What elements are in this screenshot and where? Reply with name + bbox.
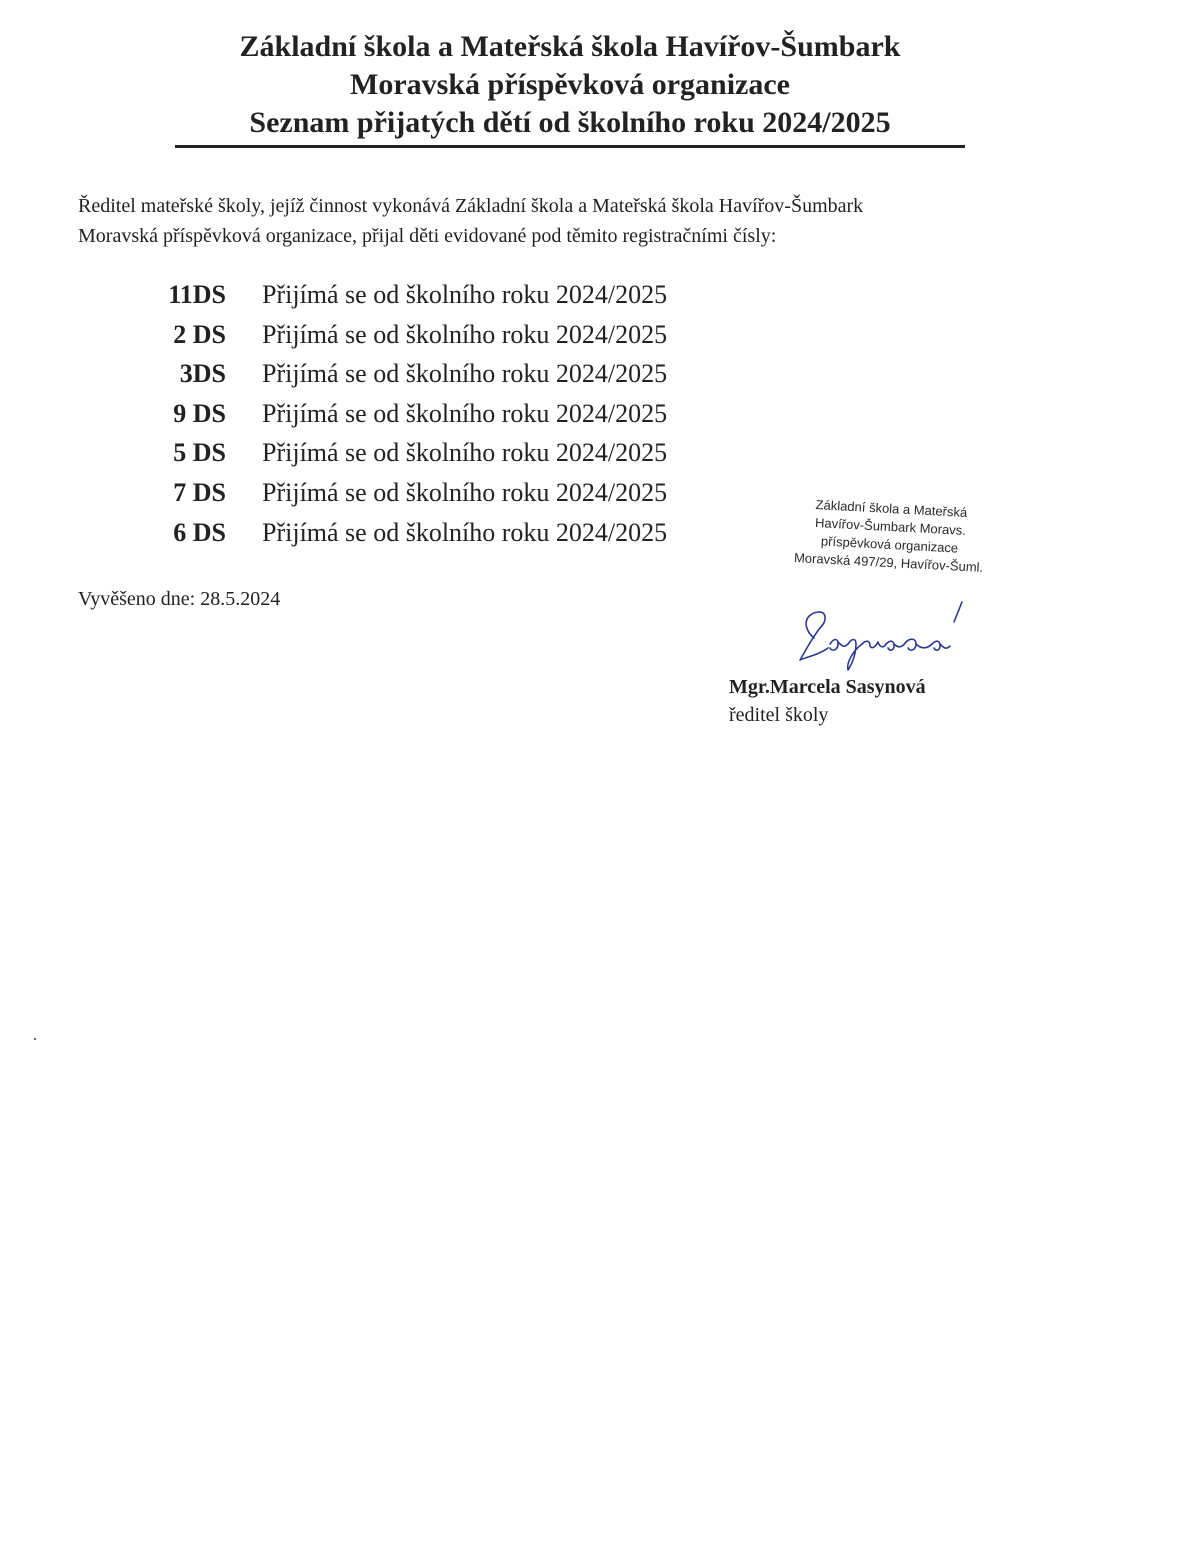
registration-code: 6 DS	[173, 517, 226, 547]
signer-role: ředitel školy	[729, 704, 829, 726]
admission-status: Přijímá se od školního roku 2024/2025	[262, 477, 668, 507]
admission-row	[110, 280, 667, 320]
posted-date: Vyvěšeno dne: 28.5.2024	[78, 588, 281, 610]
handwritten-signature	[790, 598, 970, 673]
admission-row	[110, 438, 667, 478]
admissions-list	[110, 280, 667, 557]
admission-row	[110, 359, 667, 399]
registration-code: 2 DS	[173, 319, 226, 349]
admission-status: Přijímá se od školního roku 2024/2025	[262, 398, 668, 428]
registration-code: 7 DS	[173, 477, 226, 507]
registration-code: 9 DS	[173, 398, 226, 428]
intro-paragraph	[78, 191, 1058, 251]
admission-status: Přijímá se od školního roku 2024/2025	[262, 359, 668, 389]
school-name: Základní škola a Mateřská škola Havířov-Šumbark	[239, 30, 901, 63]
organization-type: Moravská příspěvková organizace	[350, 68, 790, 101]
admission-row	[110, 320, 667, 360]
intro-line: Ředitel mateřské školy, jejíž činnost vykonává Základní škola a Mateřská škola Havířov-Šumbark	[78, 195, 864, 217]
admission-status: Přijímá se od školního roku 2024/2025	[262, 280, 668, 309]
document-title: Seznam přijatých dětí od školního roku 2024/2025	[249, 106, 891, 139]
registration-code: 3DS	[179, 359, 226, 389]
admission-row	[110, 399, 667, 439]
admission-status: Přijímá se od školního roku 2024/2025	[262, 438, 668, 468]
signer-block	[729, 673, 926, 729]
stamp-line: Havířov-Šumbark Moravs.	[814, 515, 967, 538]
stamp-line: Moravská 497/29, Havířov-Šuml.	[793, 550, 984, 575]
school-stamp	[788, 495, 991, 577]
stamp-line: příspěvková organizace	[820, 533, 959, 556]
admission-status: Přijímá se od školního roku 2024/2025	[262, 517, 668, 547]
registration-code: 11DS	[168, 280, 226, 309]
admission-row	[110, 518, 667, 558]
registration-code: 5 DS	[173, 438, 226, 468]
title-underline	[175, 145, 965, 148]
stamp-line: Základní škola a Mateřská	[815, 497, 968, 520]
intro-line: Moravská příspěvková organizace, přijal děti evidované pod těmito registračními čísly:	[78, 225, 777, 247]
document-header	[175, 28, 965, 142]
admission-row	[110, 478, 667, 518]
admission-status: Přijímá se od školního roku 2024/2025	[262, 319, 668, 349]
signer-name: Mgr.Marcela Sasynová	[729, 676, 926, 698]
scan-speck	[34, 1038, 36, 1040]
